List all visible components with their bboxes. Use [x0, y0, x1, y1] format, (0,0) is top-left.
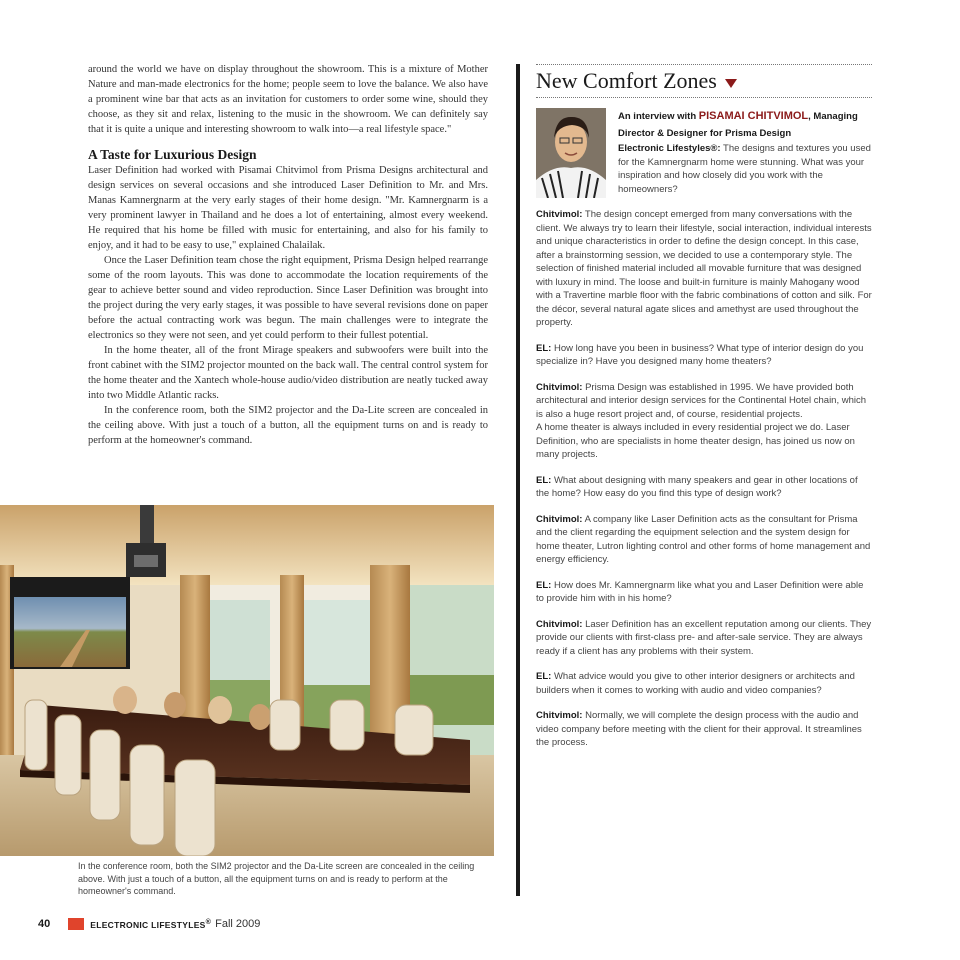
qa-text: Prisma Design was established in 1995. We have provided both architectural and interior design services for the Continental Hotel chain, which is also a huge resort project and, of course, residential projects. — [536, 381, 867, 420]
column-divider — [516, 64, 520, 896]
sidebar-title: New Comfort Zones — [536, 68, 717, 93]
qa-question — [536, 342, 872, 369]
issue-label: Fall 2009 — [215, 918, 261, 930]
registered-mark: ® — [205, 918, 212, 927]
article-paragraph: Laser Definition had worked with Pisamai Chitvimol from Prisma Designs architectural and design services on several occasions and she introduced Laser Definition to Mr. and Mrs. Manas Kamnergnarm at the very early stages of their home design. "Mr. Kamnergnarm is a very prominent lawyer in Thailand and he does a lot of entertaining, almost every weekend. He required that his home be filled with music for entertaining, and also for his family to enjoy, and it had to be easy to use," explained Chalailak. — [88, 165, 488, 251]
credit-suffix: , Managing Director & Designer for Prisma Design — [618, 111, 858, 139]
qa-text: A company like Laser Definition acts as the consultant for Prisma and the client regarding the equipment selection and the system design for home theater, Lutron lighting control and other forms of home management and energy efficiency. — [536, 513, 871, 565]
qa-text-continued: A home theater is always included in every residential project we do. Laser Definition, who are specialists in home theater design, has joined us now on many projects. — [536, 422, 855, 460]
qa-speaker: EL: — [536, 671, 552, 682]
qa-text: Normally, we will complete the design process with the audio and video company before meeting with the client for their approval. It streamlines the process. — [536, 710, 862, 748]
qa-answer — [536, 381, 872, 462]
credit-prefix: An interview with — [618, 111, 699, 122]
article-column — [88, 62, 488, 448]
qa-text: What advice would you give to other interior designers or architects and builders when it comes to working with audio and video companies? — [536, 671, 855, 696]
page-footer — [38, 916, 260, 932]
interview-sidebar — [536, 64, 872, 762]
conference-room-photo — [0, 505, 494, 856]
qa-speaker: Chitvimol: — [536, 710, 583, 721]
qa-question — [536, 670, 872, 697]
magazine-logo-icon — [68, 918, 84, 930]
portrait-photo — [536, 108, 606, 198]
qa-question — [536, 579, 872, 606]
qa-speaker: EL: — [536, 579, 552, 591]
interview-intro — [536, 108, 872, 208]
section-heading: A Taste for Luxurious Design — [88, 147, 257, 162]
qa-text: How long have you been in business? What type of interior design do you specialize in? Have you designed many home theaters? — [536, 342, 864, 367]
page-number: 40 — [38, 918, 51, 930]
qa-text: What about designing with many speakers and gear in other locations of the home? How easy do you find this type of design work? — [536, 474, 858, 499]
qa-text: The design concept emerged from many conversations with the client. We always try to learn their lifestyle, social interaction, individual interests and unique characteristics in order to define the design concept. In this case, after a brainstorming session, we decided to use a contemporary style. The selection of finished material included all movable furniture that was designed with luxury in mind. The loose and built-in furniture is mainly Mahogany wood with a Travertine marble floor with the fabric combinations of cotton and silk. For the décor, several natural agate slices and amethyst are used throughout the property. — [536, 209, 872, 328]
qa-answer — [536, 513, 872, 567]
qa-text: The designs and textures you used for the Kamnergnarm home were stunning. What was your inspiration and how closely did you work with the homeowners? — [618, 143, 871, 195]
article-paragraph: In the home theater, all of the front Mirage speakers and subwoofers were built into the front cabinet with the SIM2 projector mounted on the back wall. The central control system for the home theater and the Xantech whole-house audio/video distribution are neatly tucked away into two Middle Atlantic racks. — [88, 345, 488, 401]
qa-speaker: Chitvimol: — [536, 381, 583, 393]
qa-text: Laser Definition has an excellent reputation among our clients. They provide our clients with first-class pre- and after-sale service. They are always ready if a client has any problems with their system. — [536, 618, 872, 657]
interviewee-credit — [618, 108, 872, 142]
qa-speaker: Chitvimol: — [536, 513, 583, 525]
bottom-dotted-rule — [536, 97, 872, 98]
magazine-title: ELECTRONIC LIFESTYLES — [90, 919, 206, 930]
sidebar-header — [536, 65, 872, 97]
photo-caption: In the conference room, both the SIM2 projector and the Da-Lite screen are concealed in the ceiling above. With just a touch of a button, all the equipment turns on and is ready to perform at the homeowner's command. — [78, 861, 475, 896]
qa-speaker: EL: — [536, 342, 552, 354]
article-paragraph: Once the Laser Definition team chose the right equipment, Prisma Design helped rearrange some of the room layouts. This was done to accommodate the location requirements of the gear to achieve better sound and video reproduction. Since Laser Definition was brought into the project during the very early stages, it was possible to have several revisions done on paper before the actual contracting work was begun. The main challenges were to integrate the electronics so they were not seen, and yet could perform to their fullest potential. — [88, 255, 488, 341]
qa-text: How does Mr. Kamnergnarm like what you and Laser Definition were able to provide him with in his home? — [536, 579, 864, 604]
qa-speaker: EL: — [536, 474, 552, 486]
interviewee-name: PISAMAI CHITVIMOL — [698, 110, 809, 122]
article-intro-paragraph: around the world we have on display throughout the showroom. This is a mixture of Mother Nature and man-made electronics for the home; people seem to love the balance. We also have a prominent wine bar that acts as an invitation for customers to order some wine, should they choose, as they sit and relax, listening to the music in the showroom. We can definitely say that it is quite a unique and interesting showroom to walk into—a real lifestyle space." — [88, 64, 488, 135]
qa-speaker: Electronic Lifestyles®: — [618, 143, 721, 154]
qa-speaker: Chitvimol: — [536, 618, 583, 630]
qa-answer — [536, 618, 872, 659]
qa-question — [536, 474, 872, 501]
article-paragraph: In the conference room, both the SIM2 projector and the Da-Lite screen are concealed in the ceiling above. With just a touch of a button, all the equipment turns on and is ready to perform at the homeowner's command. — [88, 405, 488, 446]
qa-question — [618, 142, 872, 196]
triangle-down-icon — [725, 79, 737, 88]
qa-answer — [536, 709, 872, 750]
magazine-name — [90, 918, 211, 930]
qa-speaker: Chitvimol: — [536, 209, 583, 220]
qa-answer — [536, 208, 872, 330]
interview-intro-text — [618, 108, 872, 208]
